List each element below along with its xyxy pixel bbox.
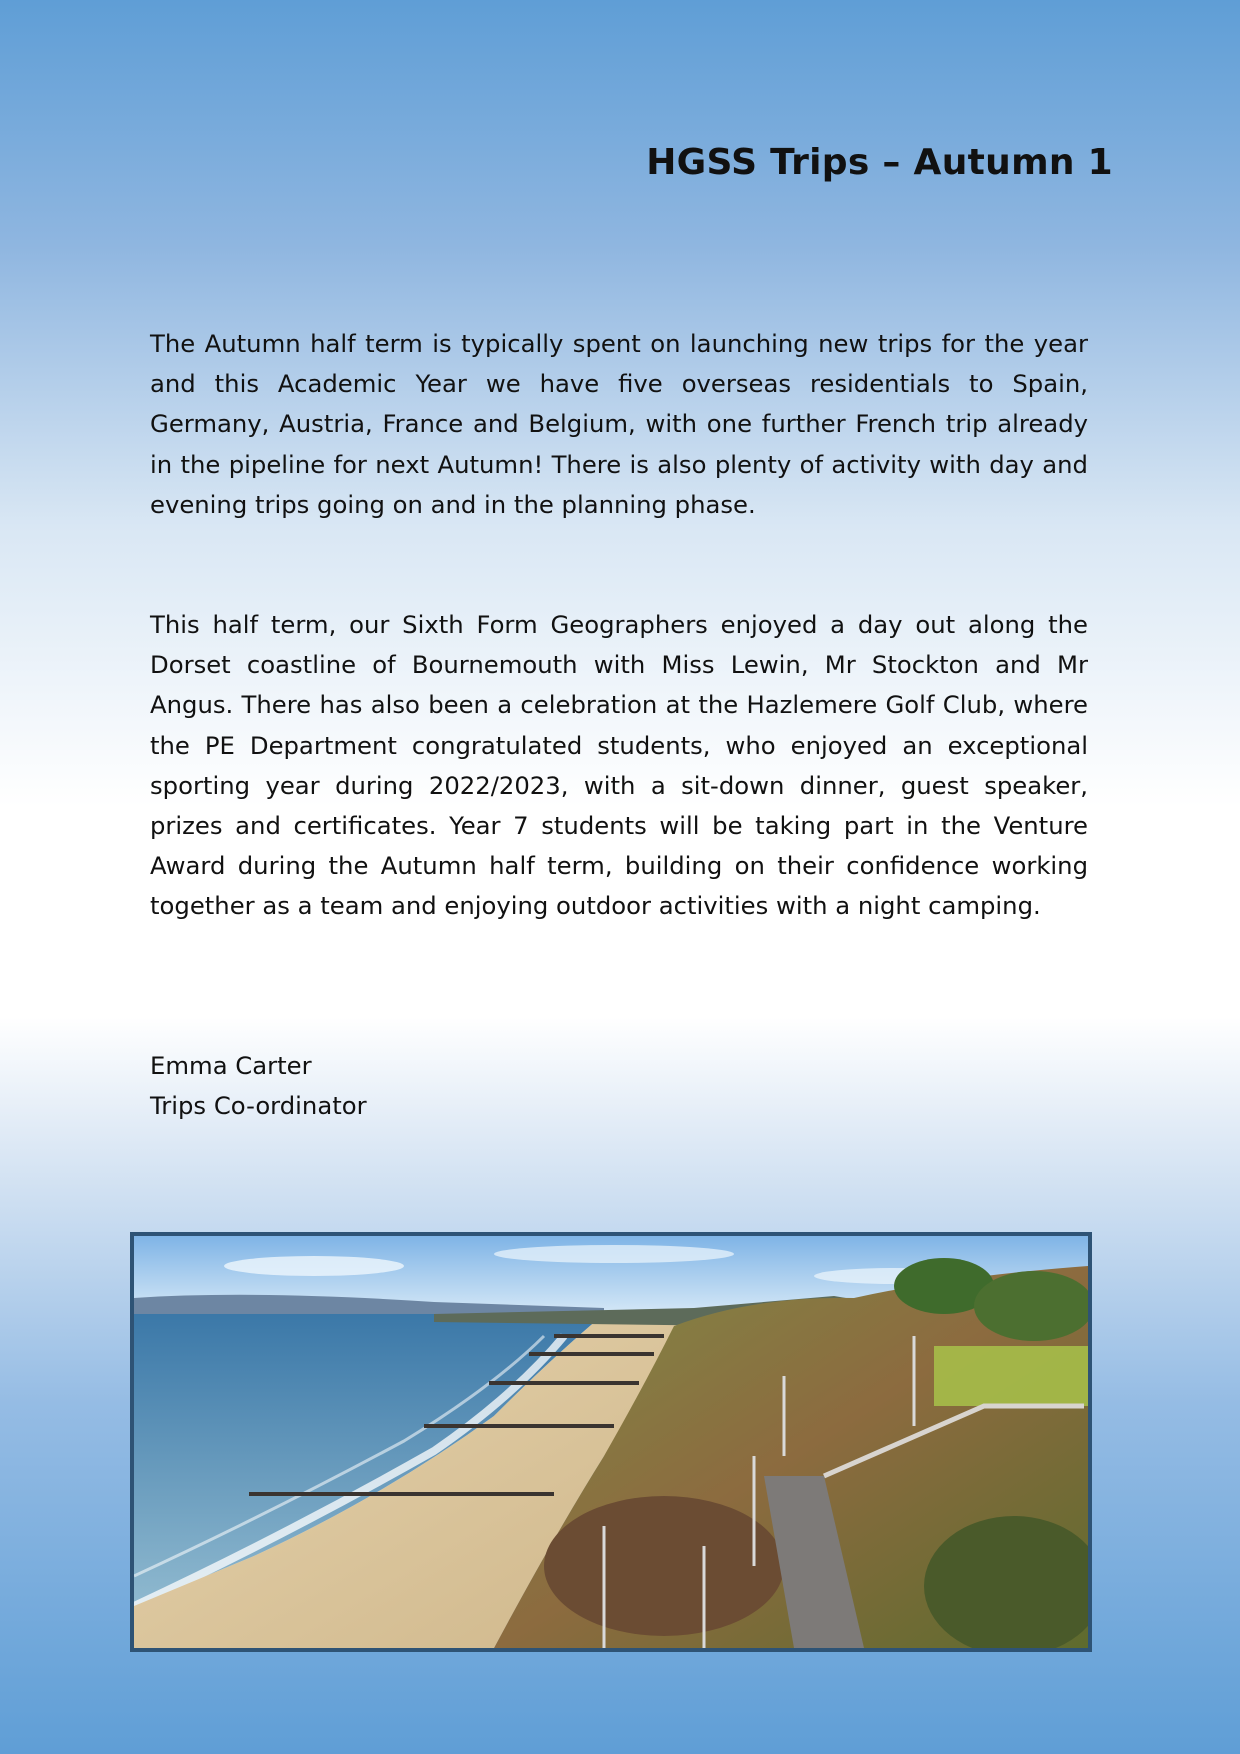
trips-paragraph: This half term, our Sixth Form Geographers enjoyed a day out along the Dorset coastline of Bournemouth with Miss Lewin, Mr Stockton and Mr Angus. There has also been a celebration at the Hazlemere Golf Club, where the PE Department congratulated students, who enjoyed an exceptional sporting year during 2022/2023, with a sit-down dinner, guest speaker, prizes and certificates. Year 7 students will be taking part in the Venture Award during the Autumn half term, building on their confidence working together as a team and enjoying outdoor activities with a night camping. (150, 610, 1088, 921)
signoff-role: Trips Co-ordinator (150, 1091, 367, 1120)
beach-illustration (134, 1236, 1088, 1648)
coastline-photo (130, 1232, 1092, 1652)
page-title: HGSS Trips – Autumn 1 (646, 142, 1113, 183)
signoff (150, 1046, 367, 1126)
signoff-name: Emma Carter (150, 1051, 312, 1080)
intro-paragraph: The Autumn half term is typically spent on launching new trips for the year and this Academic Year we have five overseas residentials to Spain, Germany, Austria, France and Belgium, with one further French trip already in the pipeline for next Autumn! There is also plenty of activity with day and evening trips going on and in the planning phase. (150, 329, 1088, 519)
